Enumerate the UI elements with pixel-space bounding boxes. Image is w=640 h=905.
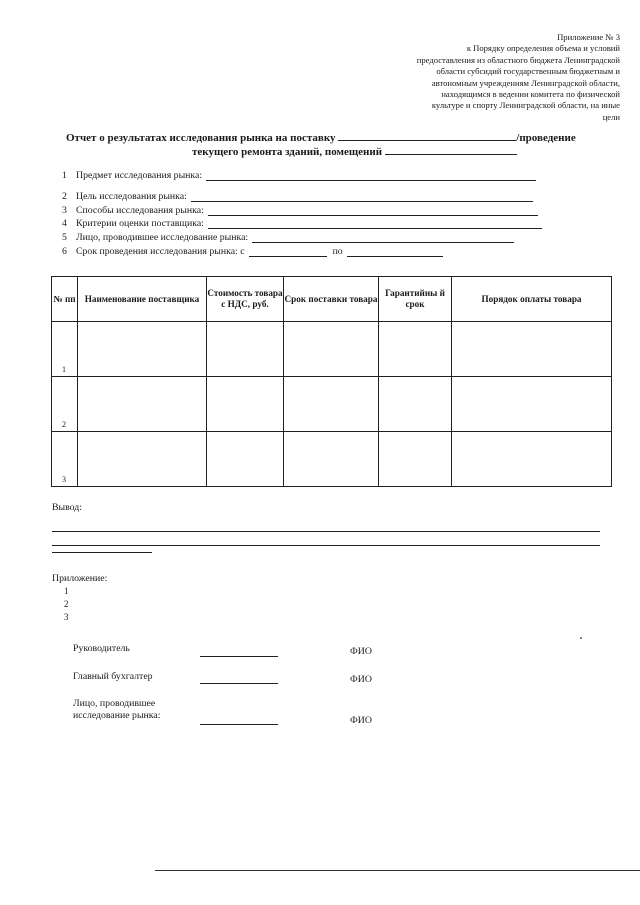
table-cell[interactable] bbox=[207, 377, 284, 432]
appendix-line: к Порядку определения объема и условий bbox=[466, 43, 620, 54]
supplier-table bbox=[51, 276, 612, 487]
table-header-row bbox=[52, 277, 612, 322]
item-label-to: по bbox=[332, 246, 343, 257]
item-number: 1 bbox=[62, 170, 67, 181]
item-label: Предмет исследования рынка: bbox=[76, 170, 203, 181]
appendix-note bbox=[370, 32, 620, 123]
page-bottom-rule bbox=[155, 870, 640, 871]
table-cell[interactable] bbox=[284, 377, 379, 432]
row-number: 2 bbox=[52, 377, 78, 432]
fio-label: ФИО bbox=[350, 674, 372, 685]
attachment-item: 2 bbox=[64, 599, 69, 609]
conclusion-line[interactable] bbox=[52, 552, 152, 553]
signature-line[interactable] bbox=[200, 656, 278, 657]
table-cell[interactable] bbox=[284, 432, 379, 487]
signature-role-line: Лицо, проводившее bbox=[73, 698, 156, 709]
appendix-line: цели bbox=[602, 111, 620, 122]
list-item bbox=[62, 246, 443, 257]
title-part2: /проведение bbox=[516, 132, 576, 144]
table-cell[interactable] bbox=[379, 377, 452, 432]
item-label: Цель исследования рынка: bbox=[76, 191, 187, 202]
appendix-line: культуре и спорту Ленинградской области, на иные bbox=[431, 100, 620, 111]
item-label: Способы исследования рынка: bbox=[76, 205, 204, 216]
appendix-line: предоставления из областного бюджета Ленинградской bbox=[416, 54, 620, 65]
table-cell[interactable] bbox=[379, 322, 452, 377]
item-number: 4 bbox=[62, 218, 67, 229]
attachment-label: Приложение: bbox=[52, 573, 108, 584]
table-cell[interactable] bbox=[207, 432, 284, 487]
signature-line[interactable] bbox=[200, 683, 278, 684]
appendix-line: области субсидий государственным бюджетным и bbox=[436, 66, 620, 77]
scan-speck bbox=[580, 637, 582, 639]
item-number: 3 bbox=[62, 205, 67, 216]
title-part1: Отчет о результатах исследования рынка на поставку bbox=[66, 132, 336, 144]
table-cell[interactable] bbox=[284, 322, 379, 377]
row-number: 3 bbox=[52, 432, 78, 487]
col-header-num: № пп bbox=[52, 277, 78, 322]
conclusion-line[interactable] bbox=[52, 531, 600, 532]
list-item bbox=[62, 170, 536, 181]
conclusion-line[interactable] bbox=[52, 545, 600, 546]
list-item bbox=[62, 205, 538, 216]
item-number: 5 bbox=[62, 232, 67, 243]
fill-line bbox=[206, 179, 536, 181]
attachment-item: 3 bbox=[64, 612, 69, 622]
list-item bbox=[62, 232, 514, 243]
signature-role-line: исследование рынка: bbox=[73, 710, 161, 721]
table-cell[interactable] bbox=[78, 432, 207, 487]
col-header-supplier: Наименование поставщика bbox=[78, 277, 207, 322]
table-cell[interactable] bbox=[452, 432, 612, 487]
attachment-item: 1 bbox=[64, 586, 69, 596]
title-blank-2 bbox=[385, 154, 517, 155]
appendix-line: автономным учреждениям Ленинградской области, bbox=[431, 77, 620, 88]
signature-role: Руководитель bbox=[73, 643, 130, 654]
fio-label: ФИО bbox=[350, 646, 372, 657]
col-header-cost: Стоимость товара с НДС, руб. bbox=[207, 277, 284, 322]
col-header-payment: Порядок оплаты товара bbox=[452, 277, 612, 322]
table-row bbox=[52, 377, 612, 432]
fio-label: ФИО bbox=[350, 715, 372, 726]
table-cell[interactable] bbox=[78, 322, 207, 377]
table-cell[interactable] bbox=[452, 322, 612, 377]
col-header-delivery-term: Срок поставки товара bbox=[284, 277, 379, 322]
fill-line bbox=[208, 214, 538, 216]
list-item bbox=[62, 218, 542, 229]
list-item bbox=[62, 191, 533, 202]
item-label: Критерии оценки поставщика: bbox=[76, 218, 204, 229]
signature-line[interactable] bbox=[200, 724, 278, 725]
table-row bbox=[52, 432, 612, 487]
item-number: 6 bbox=[62, 246, 67, 257]
title-blank bbox=[338, 140, 516, 141]
col-header-warranty: Гарантийны й срок bbox=[379, 277, 452, 322]
signature-role bbox=[73, 698, 160, 722]
table-cell[interactable] bbox=[78, 377, 207, 432]
attachment-block bbox=[52, 572, 107, 624]
item-label: Срок проведения исследования рынка: с bbox=[76, 246, 245, 257]
fill-line bbox=[191, 200, 533, 202]
fill-line bbox=[252, 241, 514, 243]
signature-role: Главный бухгалтер bbox=[73, 671, 153, 682]
table-cell[interactable] bbox=[379, 432, 452, 487]
table-cell[interactable] bbox=[452, 377, 612, 432]
report-title bbox=[66, 131, 606, 159]
table-cell[interactable] bbox=[207, 322, 284, 377]
table-row bbox=[52, 322, 612, 377]
fill-line bbox=[208, 227, 542, 229]
appendix-line: Приложение № 3 bbox=[557, 32, 620, 42]
item-label: Лицо, проводившее исследование рынка: bbox=[76, 232, 249, 243]
fill-line bbox=[249, 255, 327, 257]
title-part3: текущего ремонта зданий, помещений bbox=[192, 146, 383, 158]
row-number: 1 bbox=[52, 322, 78, 377]
item-number: 2 bbox=[62, 191, 67, 202]
fill-line bbox=[347, 255, 443, 257]
conclusion-label: Вывод: bbox=[52, 502, 82, 513]
appendix-line: находящимся в ведении комитета по физической bbox=[441, 89, 620, 100]
